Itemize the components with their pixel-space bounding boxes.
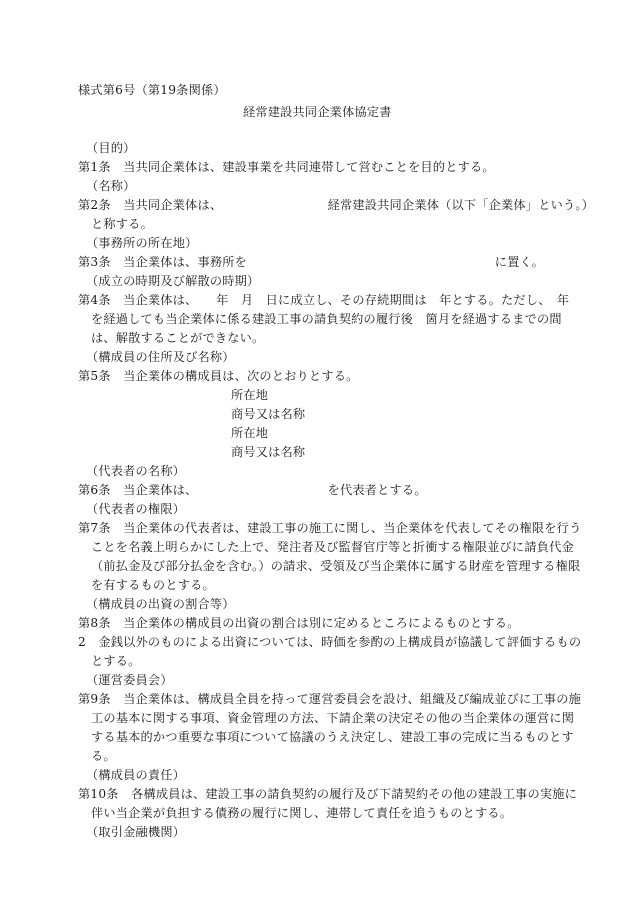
heading-office-location: （事務所の所在地） bbox=[86, 236, 198, 250]
member-2-name-label: 商号又は名称 bbox=[231, 445, 306, 459]
heading-purpose: （目的） bbox=[86, 141, 136, 155]
article-9-line-1: 第9条 当企業体は、構成員全員を持って運営委員会を設け、組織及び編成並びに工事の施 bbox=[78, 692, 581, 706]
heading-representative-authority: （代表者の権限） bbox=[86, 502, 186, 516]
article-9-line-4: る。 bbox=[91, 749, 116, 763]
article-3: 第3条 当企業体は、事務所を に置く。 bbox=[78, 255, 545, 269]
article-4-line-2: を経過しても当企業体に係る建設工事の請負契約の履行後 箇月を経過するまでの間 bbox=[91, 312, 562, 326]
article-7-line-2: ことを名義上明らかにした上で、発注者及び監督官庁等と折衝する権限並びに請負代金 bbox=[91, 540, 574, 554]
form-number: 様式第6号（第19条関係） bbox=[78, 83, 226, 97]
document-title: 経常建設共同企業体協定書 bbox=[243, 105, 392, 119]
article-2-line-2: と称する。 bbox=[91, 217, 153, 231]
article-8-paragraph-2-line-2: とする。 bbox=[91, 654, 141, 668]
heading-formation-dissolution: （成立の時期及び解散の時期） bbox=[86, 274, 260, 288]
article-5: 第5条 当企業体の構成員は、次のとおりとする。 bbox=[78, 369, 359, 383]
heading-steering-committee: （運営委員会） bbox=[86, 673, 173, 687]
article-9-line-3: する基本的かつ重要な事項について協議のうえ決定し、建設工事の完成に当るものとす bbox=[91, 730, 574, 744]
article-10-line-1: 第10条 各構成員は、建設工事の請負契約の履行及び下請契約その他の建設工事の実施に bbox=[78, 787, 578, 801]
heading-name: （名称） bbox=[86, 179, 136, 193]
article-10-line-2: 伴い当企業が負担する債務の履行に関し、連帯して責任を追うものとする。 bbox=[91, 806, 513, 820]
heading-financial-institution: （取引金融機関） bbox=[86, 825, 186, 839]
member-2-address-label: 所在地 bbox=[231, 426, 269, 440]
article-9-line-2: 工の基本に関する事項、資金管理の方法、下請企業の決定その他の当企業体の運営に関 bbox=[91, 711, 575, 725]
article-1: 第1条 当共同企業体は、建設事業を共同連帯して営むことを目的とする。 bbox=[78, 160, 495, 174]
heading-member-responsibility: （構成員の責任） bbox=[86, 768, 186, 782]
article-4-line-3: は、解散することができない。 bbox=[91, 331, 265, 345]
heading-investment-ratio: （構成員の出資の割合等） bbox=[86, 597, 235, 611]
article-8-paragraph-2-line-1: 2 金銭以外のものによる出資については、時価を参酌の上構成員が協議して評価するもの bbox=[78, 635, 582, 649]
member-1-address-label: 所在地 bbox=[231, 388, 269, 402]
article-2-line-1: 第2条 当共同企業体は、 経常建設共同企業体（以下「企業体」という。） bbox=[78, 198, 595, 212]
member-1-name-label: 商号又は名称 bbox=[231, 407, 306, 421]
article-7-line-1: 第7条 当企業体の代表者は、建設工事の施工に関し、当企業体を代表してその権限を行う bbox=[78, 521, 582, 535]
article-8: 第8条 当企業体の構成員の出資の割合は別に定めるところによるものとする。 bbox=[78, 616, 520, 630]
article-6: 第6条 当企業体は、 を代表者とする。 bbox=[78, 483, 427, 497]
article-7-line-4: を有するものとする。 bbox=[91, 578, 215, 592]
article-4-line-1: 第4条 当企業体は、 年 月 日に成立し、その存続期間は 年とする。ただし、 年 bbox=[78, 293, 570, 307]
heading-representative-name: （代表者の名称） bbox=[86, 464, 186, 478]
heading-member-address-name: （構成員の住所及び名称） bbox=[86, 350, 235, 364]
article-7-line-3: （前払金及び部分払金を含む。）の請求、受領及び当企業体に属する財産を管理する権限 bbox=[91, 559, 581, 573]
